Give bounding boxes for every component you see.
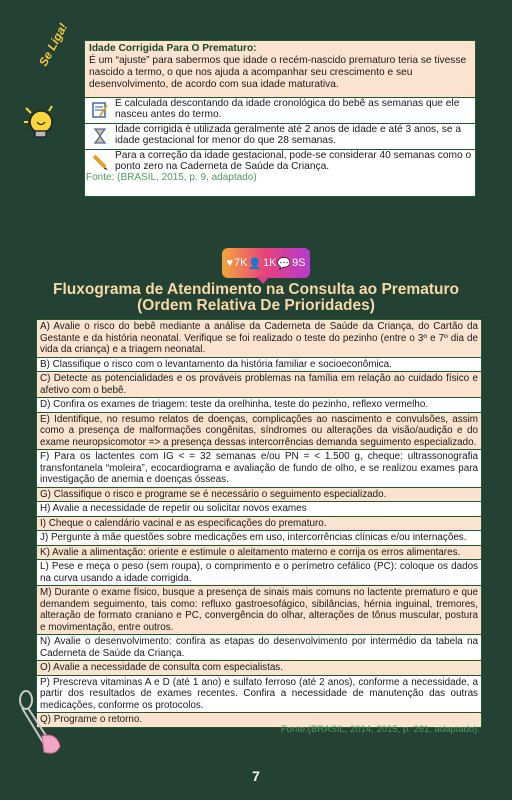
table-row: P) Prescreva vitaminas A e D (até 1 ano) e sulfato ferroso (até 2 anos), conforme a necessidade, a partir dos resultados de exames recentes. Confira a necessidade de manutenção das outras medicações, conforme os protocolos. [37,675,481,713]
heart-icon: ♥ [226,257,233,269]
followers-count: 1K [263,257,277,269]
hourglass-icon [91,127,109,145]
tip-item-text: Idade corrigida é utilizada geralmente até 2 anos de idade e até 3 anos, se a idade gestacional for menor do que 28 semanas. [115,124,462,146]
tip-header [85,41,475,97]
notepad-pencil-icon [91,101,109,119]
table-row: K) Avalie a alimentação: oriente e estimule o aleitamento materno e corrija os erros alimentares. [37,545,481,560]
person-icon: 👤 [248,257,263,270]
tip-source: Fonte: (BRASIL, 2015, p. 9, adaptado) [86,172,257,183]
table-row: D) Confira os exames de triagem: teste da orelhinha, teste do pezinho, reflexo vermelho. [37,397,481,412]
tip-item [85,97,475,123]
followers-stat [248,257,276,270]
likes-count: 7K [233,257,248,269]
table-row: J) Pergunte à mãe questões sobre medicações em uso, intercorrências clínicas e/ou internações. [37,530,481,545]
table-row: F) Para os lactentes com IG < = 32 semanas e/ou PN = < 1.500 g, cheque: ultrassonografia transfontanela “moleira”, ecocardiograma e avaliação de fundo de olho, e se realizou exames para investigação de anemia e doenças ósseas. [37,449,481,487]
table-row: C) Detecte as potencialidades e os prováveis problemas na família em relação ao cuidado físico e afetivo com o bebê. [37,371,481,397]
lightbulb-icon [22,100,64,144]
table-row: B) Classifique o risco com o levantamento da história familiar e socioeconômica. [37,357,481,372]
tip-item-text: É calculada descontando da idade cronológica do bebê as semanas que ele nasceu antes do termo. [115,98,460,120]
pencil-icon [91,153,109,171]
table-row: L) Pese e meça o peso (sem roupa), o comprimento e o perímetro cefálico (PC): coloque os dados na curva usando a idade corrigida. [37,559,481,585]
flowchart-title: Fluxograma de Atendimento na Consulta ao Prematuro [53,281,459,298]
page-number: 7 [252,768,260,784]
table-row: M) Durante o exame físico, busque a presença de sinais mais comuns no lactente prematuro e que demandem seguimento, tais como: refluxo gastroesofágico, sibilâncias, hérnia inguinal, tremores, alteração de formato craniano e PC, convergência do olhar, alterações de tônus muscular, postura e movimentação, entre outros. [37,585,481,634]
tip-title: Idade Corrigida Para O Prematuro: [89,43,257,54]
table-row: O) Avalie a necessidade de consulta com especialistas. [37,660,481,675]
tip-item [85,123,475,149]
tip-item-text: Para a correção da idade gestacional, pode-se considerar 40 semanas como o ponto zero na Caderneta de Saúde da Criança. [115,150,472,172]
tip-label: Se Liga! [36,20,71,69]
table-row: G) Classifique o risco e programe se é necessário o seguimento especializado. [37,487,481,502]
table-source: Fonte:(BRASIL, 2014, 2015, p. 261, adaptado). [280,724,480,735]
flowchart-subtitle: (Ordem Relativa De Prioridades) [137,297,375,314]
comments-stat [277,257,305,270]
table-row: E) Identifique, no resumo relatos de doenças, complicações ao nascimento e convulsões, assim como a presença de malformações congênitas, síndromes ou alterações da visão/audição e do exame neuropsicomotor => a presença dessas intercorrências demanda seguimento especializado. [37,412,481,450]
tip-intro: É um “ajuste” para sabermos que idade o recém-nascido prematuro teria se tivesse nascido a termo, o que nos ajuda a acompanhar seu crescimento e seu desenvolvimento, de acordo com sua idade maturativa. [89,55,467,90]
social-badge [222,248,310,278]
likes-stat [226,257,247,269]
table-row: N) Avalie o desenvolvimento: confira as etapas do desenvolvimento por intermédio da tabela na Caderneta de Saúde da Criança. [37,634,481,660]
comments-count: 9S [292,257,306,269]
table-row: A) Avalie o risco do bebê mediante a análise da Caderneta de Saúde da Criança, do Cartão da Gestante e da história neonatal. Verifique se foi realizado o teste do pezinho (entre o 3º e 7º dia de vida da criança) e a triagem neonatal. [37,320,481,357]
table-row: H) Avalie a necessidade de repetir ou solicitar novos exames [37,501,481,516]
flowchart-table [36,319,482,728]
safety-pin-icon [16,688,68,758]
speech-bubble-icon: 💬 [277,257,292,270]
table-row: I) Cheque o calendário vacinal e as especificações do prematuro. [37,516,481,531]
table-row: Q) Programe o retorno. [37,712,481,727]
